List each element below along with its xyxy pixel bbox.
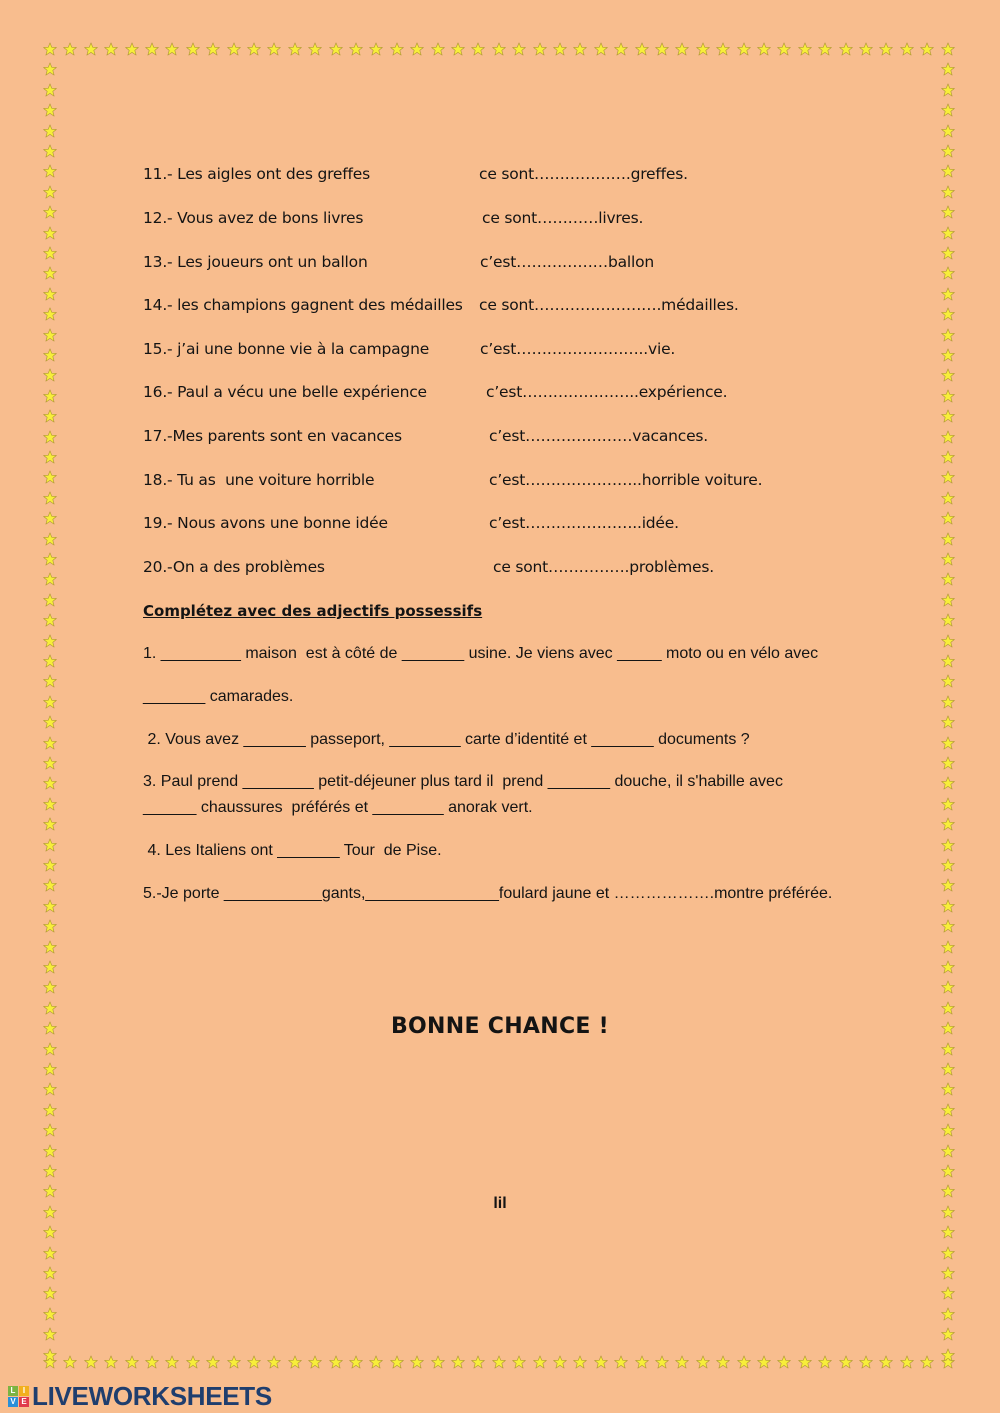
star-icon (696, 1355, 710, 1369)
star-icon (43, 1001, 57, 1015)
star-icon (941, 62, 955, 76)
star-icon (573, 1355, 587, 1369)
star-icon (941, 1348, 955, 1362)
star-icon (941, 450, 955, 464)
star-icon (43, 1348, 57, 1362)
star-icon (941, 1266, 955, 1280)
star-icon (471, 1355, 485, 1369)
exercise-sentence: 12.- Vous avez de bons livres (143, 209, 364, 227)
logo-letter-block: L (8, 1386, 18, 1396)
star-icon (43, 613, 57, 627)
star-icon (941, 613, 955, 627)
exercise-sentence: 20.-On a des problèmes (143, 558, 325, 576)
star-icon (941, 511, 955, 525)
star-icon (533, 42, 547, 56)
star-icon (941, 83, 955, 97)
exercise-item (143, 558, 843, 578)
star-icon (43, 1164, 57, 1178)
star-icon (43, 348, 57, 362)
logo-blocks-icon (8, 1386, 29, 1407)
fill-in-line[interactable]: _______ camarades. (143, 688, 294, 705)
logo-letter-block: I (19, 1386, 29, 1396)
star-icon (43, 205, 57, 219)
star-icon (43, 838, 57, 852)
star-icon (941, 328, 955, 342)
star-icon (43, 878, 57, 892)
star-icon (43, 1103, 57, 1117)
star-icon (43, 960, 57, 974)
exercise-item (143, 383, 843, 403)
star-icon (165, 1355, 179, 1369)
star-icon (43, 307, 57, 321)
star-icon (43, 246, 57, 260)
answer-blank[interactable]: c’est…………………..expérience. (486, 383, 728, 401)
exercise-item (143, 296, 843, 316)
star-icon (43, 450, 57, 464)
liveworksheets-logo[interactable] (8, 1380, 272, 1411)
star-icon (43, 42, 57, 56)
star-icon (839, 42, 853, 56)
star-icon (431, 1355, 445, 1369)
star-icon (247, 42, 261, 56)
star-icon (43, 1246, 57, 1260)
star-icon (43, 695, 57, 709)
star-icon (941, 736, 955, 750)
star-icon (43, 1144, 57, 1158)
star-icon (941, 899, 955, 913)
star-icon (941, 205, 955, 219)
star-icon (675, 1355, 689, 1369)
star-icon (43, 83, 57, 97)
star-icon (43, 1042, 57, 1056)
star-icon (941, 552, 955, 566)
star-icon (43, 756, 57, 770)
star-icon (757, 1355, 771, 1369)
star-icon (471, 42, 485, 56)
star-icon (900, 1355, 914, 1369)
star-icon (43, 654, 57, 668)
star-icon (941, 1225, 955, 1239)
star-icon (43, 1123, 57, 1137)
fill-in-line[interactable]: 2. Vous avez _______ passeport, ________ carte d’identité et _______ documents ? (143, 731, 750, 748)
answer-blank[interactable]: ce sont…………….problèmes. (493, 558, 714, 576)
star-icon (125, 1355, 139, 1369)
answer-blank[interactable]: c’est…………………..idée. (489, 514, 679, 532)
star-icon (900, 42, 914, 56)
star-icon (941, 940, 955, 954)
star-icon (941, 1327, 955, 1341)
star-icon (941, 532, 955, 546)
star-icon (84, 1355, 98, 1369)
star-icon (43, 491, 57, 505)
star-icon (125, 42, 139, 56)
star-icon (941, 389, 955, 403)
star-icon (512, 1355, 526, 1369)
star-icon (43, 634, 57, 648)
star-icon (43, 1327, 57, 1341)
star-icon (941, 307, 955, 321)
star-icon (777, 42, 791, 56)
star-icon (941, 430, 955, 444)
star-icon (43, 164, 57, 178)
answer-blank[interactable]: c’est…………………..horrible voiture. (489, 471, 763, 489)
star-icon (492, 1355, 506, 1369)
star-icon (43, 919, 57, 933)
star-icon (43, 226, 57, 240)
star-icon (941, 1103, 955, 1117)
star-icon (941, 572, 955, 586)
star-icon (941, 348, 955, 362)
star-icon (941, 1144, 955, 1158)
star-icon (43, 430, 57, 444)
star-icon (655, 1355, 669, 1369)
exercise-item (143, 340, 843, 360)
star-icon (941, 470, 955, 484)
star-icon (431, 42, 445, 56)
star-icon (696, 42, 710, 56)
star-icon (553, 42, 567, 56)
star-icon (329, 1355, 343, 1369)
star-icon (84, 42, 98, 56)
exercise-sentence: 19.- Nous avons une bonne idée (143, 514, 388, 532)
star-icon (941, 1286, 955, 1300)
star-icon (737, 42, 751, 56)
star-icon (308, 1355, 322, 1369)
star-icon (369, 42, 383, 56)
star-icon (941, 1042, 955, 1056)
star-icon (43, 715, 57, 729)
fill-in-line[interactable]: 1. _________ maison est à côté de _______ usine. Je viens avec _____ moto ou en vélo avec (143, 645, 819, 662)
star-icon (635, 42, 649, 56)
fill-in-line[interactable]: 5.-Je porte ___________gants,_______________foulard jaune et ……………….montre préférée. (143, 885, 833, 902)
star-icon (573, 42, 587, 56)
star-icon (941, 103, 955, 117)
exercise-sentence: 16.- Paul a vécu une belle expérience (143, 383, 427, 401)
star-icon (43, 1082, 57, 1096)
star-icon (206, 1355, 220, 1369)
star-icon (43, 1286, 57, 1300)
star-icon (369, 1355, 383, 1369)
star-icon (941, 980, 955, 994)
star-icon (941, 919, 955, 933)
star-icon (63, 42, 77, 56)
exercise-sentence: 15.- j’ai une bonne vie à la campagne (143, 340, 430, 358)
star-icon (553, 1355, 567, 1369)
star-icon (920, 42, 934, 56)
exercise-sentence: 14.- les champions gagnent des médailles (143, 296, 463, 314)
star-icon (941, 226, 955, 240)
answer-blank[interactable]: ce sont……………….greffes. (479, 165, 688, 183)
star-icon (941, 491, 955, 505)
star-icon (104, 42, 118, 56)
star-icon (165, 42, 179, 56)
star-icon (941, 1082, 955, 1096)
exercise-sentence: 13.- Les joueurs ont un ballon (143, 253, 368, 271)
star-icon (349, 1355, 363, 1369)
star-icon (43, 287, 57, 301)
star-icon (737, 1355, 751, 1369)
answer-blank[interactable]: c’est……………………..vie. (480, 340, 676, 358)
star-icon (43, 470, 57, 484)
star-icon (941, 674, 955, 688)
star-icon (941, 858, 955, 872)
author-signature: lil (493, 1195, 507, 1212)
star-icon (43, 674, 57, 688)
star-icon (451, 42, 465, 56)
star-icon (227, 1355, 241, 1369)
star-icon (941, 1307, 955, 1321)
star-icon (43, 593, 57, 607)
star-icon (43, 858, 57, 872)
star-icon (941, 960, 955, 974)
star-icon (777, 1355, 791, 1369)
star-icon (492, 42, 506, 56)
star-icon (941, 715, 955, 729)
star-icon (288, 1355, 302, 1369)
star-icon (941, 42, 955, 56)
star-icon (63, 1355, 77, 1369)
star-icon (941, 593, 955, 607)
star-icon (941, 1246, 955, 1260)
star-icon (757, 42, 771, 56)
exercise-item (143, 471, 843, 491)
star-icon (818, 1355, 832, 1369)
star-icon (206, 42, 220, 56)
star-icon (941, 124, 955, 138)
star-icon (941, 287, 955, 301)
star-icon (104, 1355, 118, 1369)
star-icon (879, 1355, 893, 1369)
star-icon (43, 1225, 57, 1239)
star-icon (390, 1355, 404, 1369)
star-icon (43, 1062, 57, 1076)
exercise-sentence: 11.- Les aigles ont des greffes (143, 165, 370, 183)
star-icon (410, 1355, 424, 1369)
star-icon (859, 1355, 873, 1369)
star-icon (43, 368, 57, 382)
star-icon (655, 42, 669, 56)
star-icon (451, 1355, 465, 1369)
exercise-item (143, 209, 843, 229)
answer-blank[interactable]: c’est………………ballon (480, 253, 654, 271)
star-icon (675, 42, 689, 56)
star-icon (349, 42, 363, 56)
star-icon (941, 409, 955, 423)
star-icon (798, 42, 812, 56)
star-icon (879, 42, 893, 56)
star-icon (43, 776, 57, 790)
exercise-item (143, 427, 843, 447)
star-icon (941, 1123, 955, 1137)
star-icon (941, 185, 955, 199)
star-icon (941, 164, 955, 178)
star-icon (941, 776, 955, 790)
star-icon (941, 838, 955, 852)
star-icon (941, 368, 955, 382)
star-icon (920, 1355, 934, 1369)
star-icon (43, 736, 57, 750)
star-icon (43, 980, 57, 994)
star-icon (145, 1355, 159, 1369)
star-icon (533, 1355, 547, 1369)
star-icon (186, 1355, 200, 1369)
answer-blank[interactable]: ce sont…………………….médailles. (479, 296, 739, 314)
star-icon (798, 1355, 812, 1369)
star-icon (247, 1355, 261, 1369)
star-icon (839, 1355, 853, 1369)
logo-letter-block: E (19, 1397, 29, 1407)
star-icon (267, 42, 281, 56)
star-icon (329, 42, 343, 56)
star-icon (43, 1307, 57, 1321)
exercise-sentence: 17.-Mes parents sont en vacances (143, 427, 402, 445)
star-icon (43, 144, 57, 158)
star-icon (859, 42, 873, 56)
star-icon (614, 1355, 628, 1369)
star-icon (941, 1062, 955, 1076)
star-icon (941, 756, 955, 770)
star-icon (43, 266, 57, 280)
star-icon (43, 817, 57, 831)
star-icon (288, 42, 302, 56)
star-icon (43, 532, 57, 546)
star-icon (941, 144, 955, 158)
star-icon (941, 266, 955, 280)
exercise-sentence: 18.- Tu as une voiture horrible (143, 471, 375, 489)
star-icon (267, 1355, 281, 1369)
star-icon (941, 1164, 955, 1178)
star-icon (635, 1355, 649, 1369)
star-icon (716, 1355, 730, 1369)
star-icon (818, 42, 832, 56)
star-icon (43, 409, 57, 423)
logo-text: LIVEWORKSHEETS (32, 1380, 272, 1411)
star-icon (308, 42, 322, 56)
star-icon (941, 1001, 955, 1015)
star-icon (43, 103, 57, 117)
star-icon (43, 899, 57, 913)
fill-in-line[interactable]: ______ chaussures préférés et ________ anorak vert. (143, 799, 533, 816)
star-icon (227, 42, 241, 56)
star-icon (43, 1266, 57, 1280)
fill-in-line[interactable]: 4. Les Italiens ont _______ Tour de Pise. (143, 842, 442, 859)
star-icon (941, 634, 955, 648)
star-icon (43, 328, 57, 342)
star-icon (941, 817, 955, 831)
star-icon (941, 878, 955, 892)
star-icon (43, 124, 57, 138)
star-icon (186, 42, 200, 56)
star-icon (43, 185, 57, 199)
star-icon (594, 1355, 608, 1369)
star-icon (43, 552, 57, 566)
star-icon (390, 42, 404, 56)
star-icon (43, 797, 57, 811)
star-icon (716, 42, 730, 56)
logo-letter-block: V (8, 1397, 18, 1407)
star-icon (941, 246, 955, 260)
star-icon (43, 62, 57, 76)
exercise-item (143, 253, 843, 273)
star-icon (410, 42, 424, 56)
closing-title: BONNE CHANCE ! (390, 1014, 610, 1039)
star-icon (941, 654, 955, 668)
exercise-item (143, 165, 843, 185)
star-icon (594, 42, 608, 56)
star-icon (145, 42, 159, 56)
star-icon (43, 389, 57, 403)
star-icon (614, 42, 628, 56)
star-icon (941, 695, 955, 709)
star-icon (941, 797, 955, 811)
star-icon (512, 42, 526, 56)
answer-blank[interactable]: ce sont…………livres. (482, 209, 644, 227)
fill-in-line[interactable]: 3. Paul prend ________ petit-déjeuner plus tard il prend _______ douche, il s'habille avec (143, 773, 783, 790)
exercise-item (143, 514, 843, 534)
section-heading: Complétez avec des adjectifs possessifs (143, 602, 483, 620)
answer-blank[interactable]: c’est…………………vacances. (489, 427, 709, 445)
star-icon (43, 511, 57, 525)
star-icon (43, 940, 57, 954)
star-icon (43, 572, 57, 586)
